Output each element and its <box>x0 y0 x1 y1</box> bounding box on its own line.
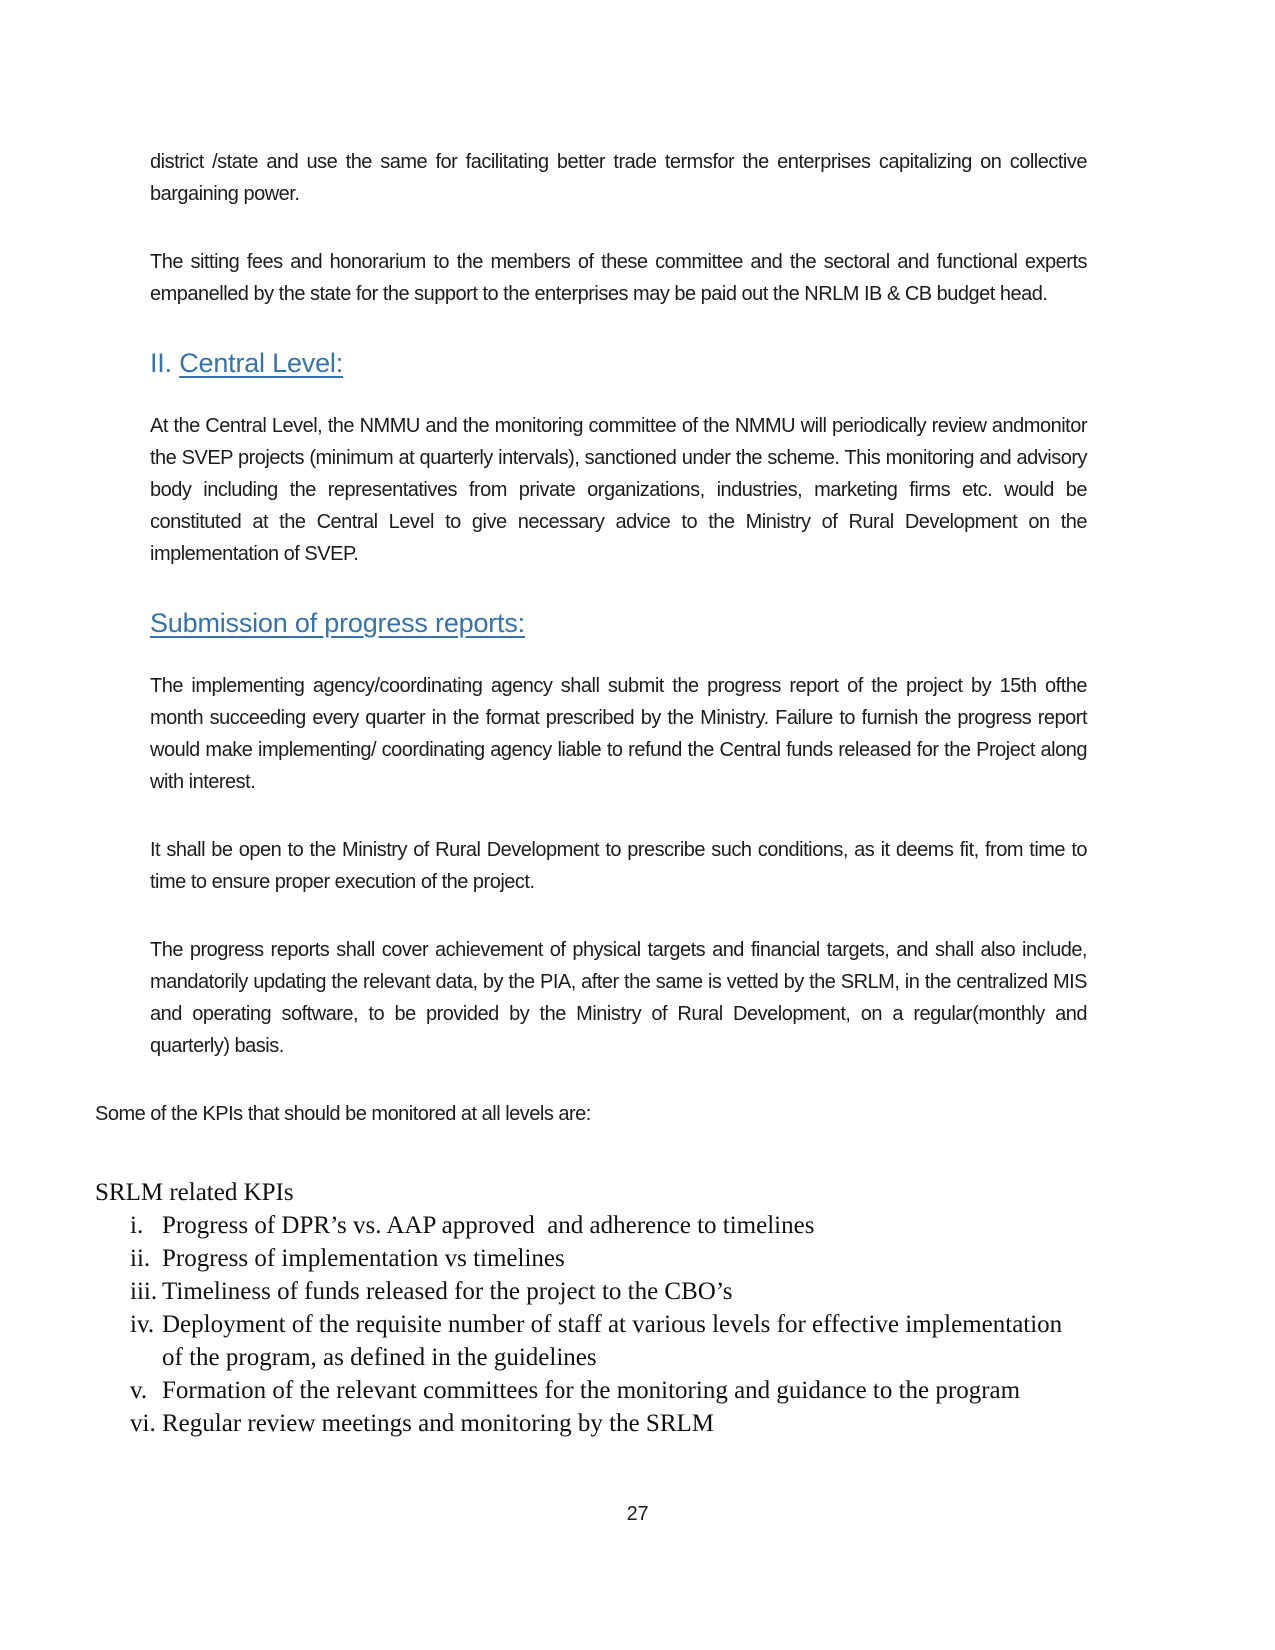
heading-submission-progress-reports <box>150 606 1087 640</box>
document-content <box>95 146 1087 1440</box>
list-item-text: Regular review meetings and monitoring by the SRLM <box>162 1410 714 1437</box>
list-marker: v. <box>130 1377 148 1404</box>
list-item-kpi-2 <box>95 1242 1087 1275</box>
list-marker: iv. <box>130 1311 155 1338</box>
kpi-section-title: SRLM related KPIs <box>95 1179 294 1206</box>
page-number: 27 <box>626 1503 649 1525</box>
heading-central-level-text: Central Level: <box>179 348 344 378</box>
list-item-kpi-5 <box>95 1374 1087 1407</box>
paragraph-kpis-intro: Some of the KPIs that should be monitored at all levels are: <box>95 1103 591 1125</box>
heading-central-level-prefix: II. <box>150 348 180 378</box>
list-item-kpi-3 <box>95 1275 1087 1308</box>
list-marker: iii. <box>130 1278 158 1305</box>
paragraph-progress-report-submission: The implementing agency/coordinating agency shall submit the progress report of the project by 15th ofthe month succeeding every quarter in the format prescribed by the Ministry. Failure to furnish the progress report would make implementing/ coordinating agency liable to refund the Central funds released for the Project along with interest. <box>150 675 1087 793</box>
list-item-text: Timeliness of funds released for the project to the CBO’s <box>162 1278 733 1305</box>
kpi-section <box>95 1176 1087 1440</box>
heading-submission-progress-reports-text: Submission of progress reports: <box>150 608 525 638</box>
paragraph-sitting-fees: The sitting fees and honorarium to the members of these committee and the sectoral and functional experts empanelled by the state for the support to the enterprises may be paid out the NRLM IB & CB budget head. <box>150 251 1087 305</box>
paragraph-bargaining-power: district /state and use the same for facilitating better trade termsfor the enterprises capitalizing on collective bargaining power. <box>150 151 1087 205</box>
list-marker: i. <box>130 1212 144 1239</box>
list-item-text: Deployment of the requisite number of staff at various levels for effective implementation of the program, as defined in the guidelines <box>162 1311 1069 1371</box>
list-item-kpi-1 <box>95 1209 1087 1242</box>
list-item-text: Progress of implementation vs timelines <box>162 1245 565 1272</box>
paragraph-central-level-review: At the Central Level, the NMMU and the monitoring committee of the NMMU will periodically review andmonitor the SVEP projects (minimum at quarterly intervals), sanctioned under the scheme. This monitoring and advisory body including the representatives from private organizations, industries, marketing firms etc. would be constituted at the Central Level to give necessary advice to the Ministry of Rural Development on the implementation of SVEP. <box>150 415 1087 565</box>
list-marker: ii. <box>130 1245 151 1272</box>
paragraph-ministry-conditions: It shall be open to the Ministry of Rural Development to prescribe such conditions, as it deems fit, from time to time to ensure proper execution of the project. <box>150 839 1087 893</box>
paragraph-progress-reports-coverage: The progress reports shall cover achievement of physical targets and financial targets, and shall also include, mandatorily updating the relevant data, by the PIA, after the same is vetted by the SRLM, in the centralized MIS and operating software, to be provided by the Ministry of Rural Development, on a regular(monthly and quarterly) basis. <box>150 939 1087 1057</box>
list-item-kpi-6 <box>95 1407 1087 1440</box>
list-marker: vi. <box>130 1410 156 1437</box>
list-item-text: Progress of DPR’s vs. AAP approved and adherence to timelines <box>162 1212 815 1239</box>
heading-central-level <box>150 346 1087 380</box>
list-item-text: Formation of the relevant committees for the monitoring and guidance to the program <box>162 1377 1021 1404</box>
list-item-kpi-4 <box>95 1308 1087 1374</box>
